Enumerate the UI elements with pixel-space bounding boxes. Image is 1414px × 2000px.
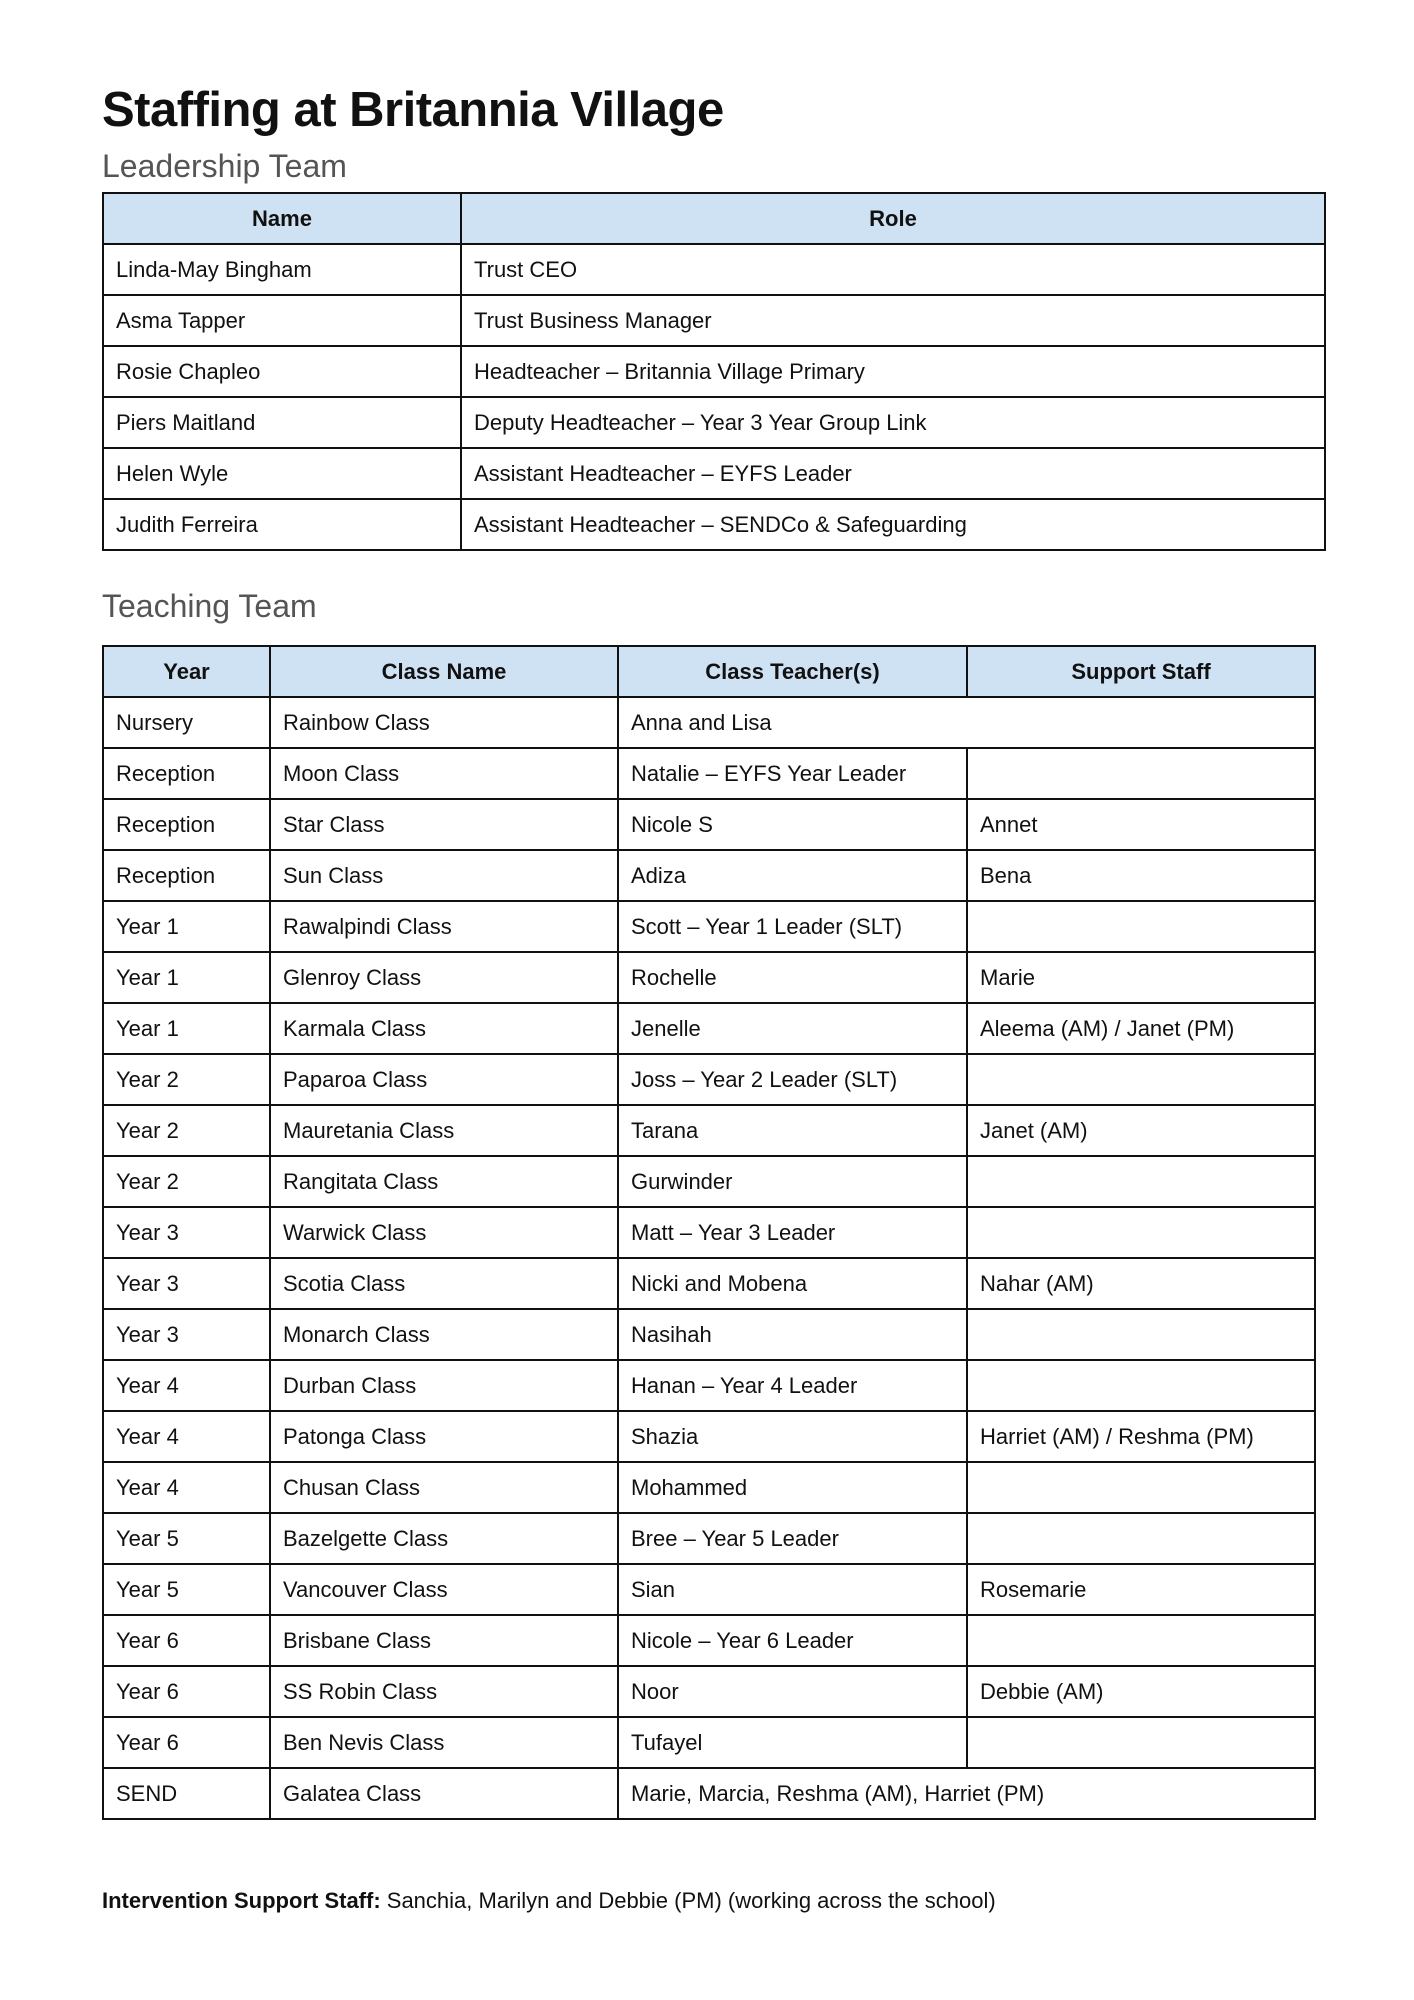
year-cell: Year 5 [103, 1513, 270, 1564]
leadership-name-cell: Helen Wyle [103, 448, 461, 499]
year-cell: Reception [103, 799, 270, 850]
class-name-cell: SS Robin Class [270, 1666, 618, 1717]
teaching-heading: Teaching Team [102, 588, 317, 624]
table-row [103, 1564, 1315, 1615]
support-staff-cell [967, 1207, 1315, 1258]
table-row [103, 1360, 1315, 1411]
table-row [103, 244, 1325, 295]
table-row [103, 1156, 1315, 1207]
leadership-name-cell: Judith Ferreira [103, 499, 461, 550]
class-name-cell: Durban Class [270, 1360, 618, 1411]
support-staff-cell [967, 1360, 1315, 1411]
support-staff-cell [967, 1054, 1315, 1105]
year-cell: Year 2 [103, 1054, 270, 1105]
class-name-cell: Monarch Class [270, 1309, 618, 1360]
table-row [103, 1717, 1315, 1768]
class-teacher-cell: Shazia [618, 1411, 967, 1462]
table-row [103, 952, 1315, 1003]
class-teacher-cell: Joss – Year 2 Leader (SLT) [618, 1054, 967, 1105]
class-teacher-cell: Nasihah [618, 1309, 967, 1360]
leadership-name-cell: Asma Tapper [103, 295, 461, 346]
support-staff-cell [967, 901, 1315, 952]
class-name-cell: Rangitata Class [270, 1156, 618, 1207]
class-name-cell: Rainbow Class [270, 697, 618, 748]
support-staff-cell [967, 1309, 1315, 1360]
leadership-table [102, 192, 1326, 551]
year-cell: Year 4 [103, 1360, 270, 1411]
class-name-cell: Scotia Class [270, 1258, 618, 1309]
year-cell: Year 6 [103, 1615, 270, 1666]
leadership-role-cell: Trust CEO [461, 244, 1325, 295]
leadership-name-cell: Linda-May Bingham [103, 244, 461, 295]
table-row [103, 850, 1315, 901]
support-staff-cell: Bena [967, 850, 1315, 901]
year-cell: Year 1 [103, 1003, 270, 1054]
class-name-cell: Bazelgette Class [270, 1513, 618, 1564]
year-cell: Year 2 [103, 1105, 270, 1156]
column-header-year: Year [103, 646, 270, 697]
intervention-note [102, 1888, 996, 1914]
year-cell: Year 4 [103, 1411, 270, 1462]
class-name-cell: Glenroy Class [270, 952, 618, 1003]
leadership-role-cell: Assistant Headteacher – SENDCo & Safeguarding [461, 499, 1325, 550]
table-row [103, 1411, 1315, 1462]
year-cell: Reception [103, 850, 270, 901]
class-teacher-cell: Scott – Year 1 Leader (SLT) [618, 901, 967, 952]
support-staff-cell [967, 1717, 1315, 1768]
class-teacher-cell: Adiza [618, 850, 967, 901]
year-cell: Year 3 [103, 1258, 270, 1309]
class-name-cell: Galatea Class [270, 1768, 618, 1819]
year-cell: SEND [103, 1768, 270, 1819]
support-staff-cell: Annet [967, 799, 1315, 850]
class-teacher-cell: Rochelle [618, 952, 967, 1003]
teaching-table [102, 645, 1316, 1820]
support-staff-cell: Aleema (AM) / Janet (PM) [967, 1003, 1315, 1054]
class-teacher-cell: Marie, Marcia, Reshma (AM), Harriet (PM) [618, 1768, 1315, 1819]
column-header-role: Role [461, 193, 1325, 244]
class-teacher-cell: Matt – Year 3 Leader [618, 1207, 967, 1258]
class-teacher-cell: Noor [618, 1666, 967, 1717]
leadership-name-cell: Rosie Chapleo [103, 346, 461, 397]
class-teacher-cell: Jenelle [618, 1003, 967, 1054]
table-row [103, 1768, 1315, 1819]
support-staff-cell: Rosemarie [967, 1564, 1315, 1615]
class-name-cell: Warwick Class [270, 1207, 618, 1258]
class-name-cell: Sun Class [270, 850, 618, 901]
leadership-role-cell: Trust Business Manager [461, 295, 1325, 346]
support-staff-cell: Nahar (AM) [967, 1258, 1315, 1309]
class-teacher-cell: Nicki and Mobena [618, 1258, 967, 1309]
table-row [103, 397, 1325, 448]
year-cell: Nursery [103, 697, 270, 748]
leadership-role-cell: Deputy Headteacher – Year 3 Year Group Link [461, 397, 1325, 448]
class-teacher-cell: Sian [618, 1564, 967, 1615]
year-cell: Year 3 [103, 1309, 270, 1360]
class-name-cell: Vancouver Class [270, 1564, 618, 1615]
year-cell: Reception [103, 748, 270, 799]
table-row [103, 1309, 1315, 1360]
support-staff-cell: Janet (AM) [967, 1105, 1315, 1156]
class-teacher-cell: Tufayel [618, 1717, 967, 1768]
column-header-class-teachers: Class Teacher(s) [618, 646, 967, 697]
support-staff-cell [967, 1513, 1315, 1564]
table-row [103, 748, 1315, 799]
class-teacher-cell: Hanan – Year 4 Leader [618, 1360, 967, 1411]
class-teacher-cell: Nicole S [618, 799, 967, 850]
table-row [103, 1207, 1315, 1258]
year-cell: Year 5 [103, 1564, 270, 1615]
class-name-cell: Rawalpindi Class [270, 901, 618, 952]
support-staff-cell [967, 1462, 1315, 1513]
class-name-cell: Patonga Class [270, 1411, 618, 1462]
leadership-role-cell: Assistant Headteacher – EYFS Leader [461, 448, 1325, 499]
year-cell: Year 6 [103, 1666, 270, 1717]
support-staff-cell [967, 748, 1315, 799]
table-row [103, 295, 1325, 346]
class-name-cell: Ben Nevis Class [270, 1717, 618, 1768]
class-name-cell: Karmala Class [270, 1003, 618, 1054]
class-name-cell: Moon Class [270, 748, 618, 799]
table-row [103, 1258, 1315, 1309]
table-row [103, 1054, 1315, 1105]
year-cell: Year 6 [103, 1717, 270, 1768]
class-teacher-cell: Natalie – EYFS Year Leader [618, 748, 967, 799]
year-cell: Year 2 [103, 1156, 270, 1207]
table-row [103, 1615, 1315, 1666]
leadership-role-cell: Headteacher – Britannia Village Primary [461, 346, 1325, 397]
class-name-cell: Chusan Class [270, 1462, 618, 1513]
table-row [103, 1513, 1315, 1564]
intervention-text: Sanchia, Marilyn and Debbie (PM) (working across the school) [380, 1888, 996, 1913]
support-staff-cell: Harriet (AM) / Reshma (PM) [967, 1411, 1315, 1462]
year-cell: Year 1 [103, 901, 270, 952]
support-staff-cell: Debbie (AM) [967, 1666, 1315, 1717]
class-teacher-cell: Nicole – Year 6 Leader [618, 1615, 967, 1666]
leadership-name-cell: Piers Maitland [103, 397, 461, 448]
class-name-cell: Paparoa Class [270, 1054, 618, 1105]
class-name-cell: Mauretania Class [270, 1105, 618, 1156]
year-cell: Year 4 [103, 1462, 270, 1513]
table-row [103, 1462, 1315, 1513]
class-teacher-cell: Tarana [618, 1105, 967, 1156]
table-row [103, 697, 1315, 748]
class-teacher-cell: Gurwinder [618, 1156, 967, 1207]
support-staff-cell [967, 1156, 1315, 1207]
class-teacher-cell: Mohammed [618, 1462, 967, 1513]
table-row [103, 448, 1325, 499]
page-title: Staffing at Britannia Village [102, 83, 724, 137]
table-row [103, 799, 1315, 850]
year-cell: Year 3 [103, 1207, 270, 1258]
class-teacher-cell: Anna and Lisa [618, 697, 1315, 748]
table-row [103, 346, 1325, 397]
intervention-label: Intervention Support Staff: [102, 1888, 381, 1913]
column-header-support-staff: Support Staff [967, 646, 1315, 697]
support-staff-cell: Marie [967, 952, 1315, 1003]
class-name-cell: Star Class [270, 799, 618, 850]
class-teacher-cell: Bree – Year 5 Leader [618, 1513, 967, 1564]
column-header-name: Name [103, 193, 461, 244]
class-name-cell: Brisbane Class [270, 1615, 618, 1666]
table-row [103, 1003, 1315, 1054]
table-row [103, 499, 1325, 550]
year-cell: Year 1 [103, 952, 270, 1003]
table-row [103, 1105, 1315, 1156]
leadership-heading: Leadership Team [102, 148, 347, 184]
column-header-class-name: Class Name [270, 646, 618, 697]
leadership-header-row [103, 193, 1325, 244]
teaching-header-row [103, 646, 1315, 697]
table-row [103, 901, 1315, 952]
table-row [103, 1666, 1315, 1717]
support-staff-cell [967, 1615, 1315, 1666]
